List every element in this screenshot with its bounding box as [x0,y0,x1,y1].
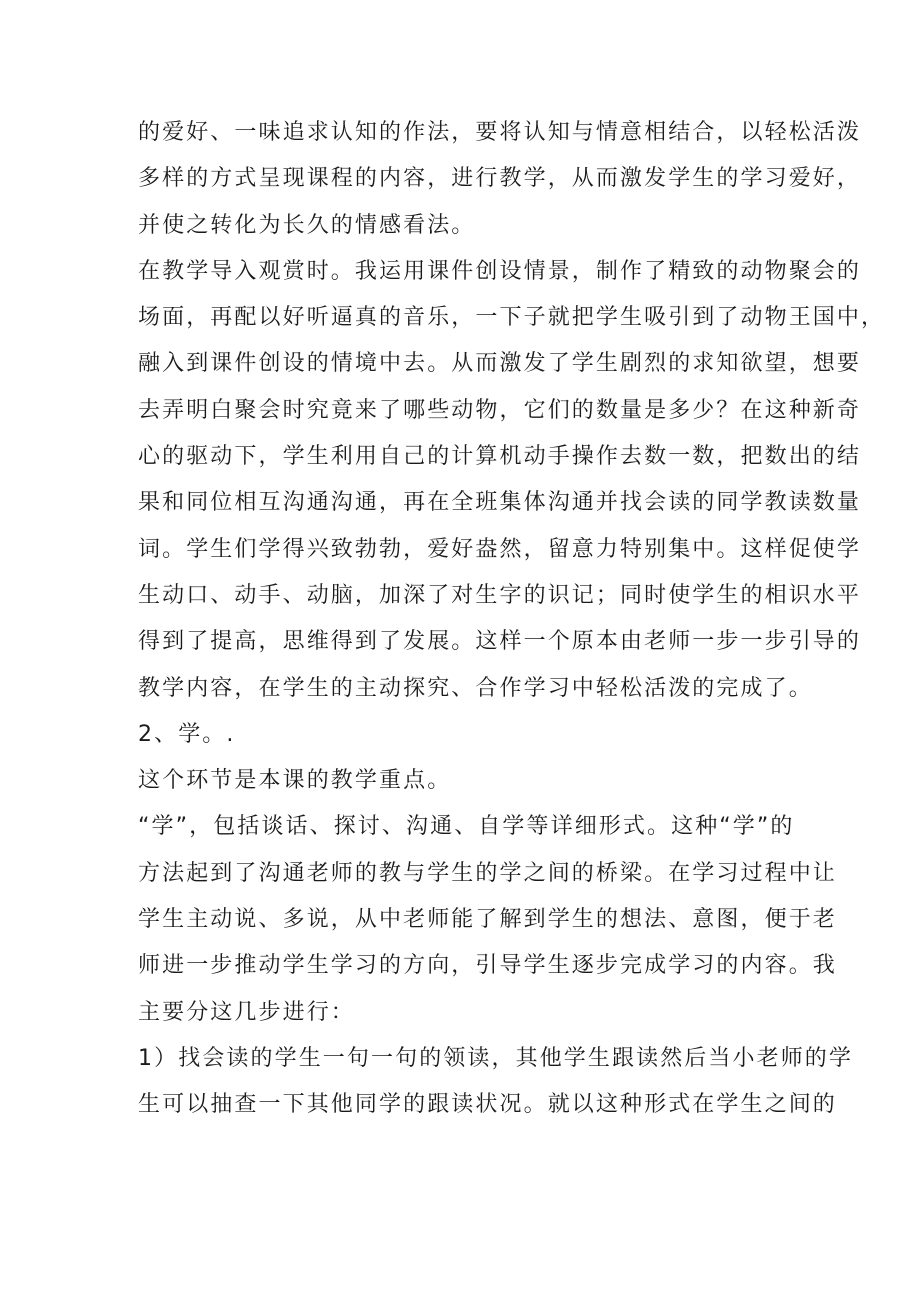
text-line: 去弄明白聚会时究竟来了哪些动物，它们的数量是多少？在这种新奇 [138,397,862,423]
text-line: “学”，包括谈话、探讨、沟通、自学等详细形式。这种“学”的 [138,814,795,840]
text-line: 多样的方式呈现课程的内容，进行教学，从而激发学生的学习爱好， [138,166,862,192]
text-line: 融入到课件创设的情境中去。从而激发了学生剧烈的求知欲望，想要 [138,351,862,377]
text-line: 教学内容，在学生的主动探究、合作学习中轻松活泼的完成了。 [138,675,813,701]
text-line: 师进一步推动学生学习的方向，引导学生逐步完成学习的内容。我 [138,953,837,979]
text-line: 词。学生们学得兴致勃勃，爱好盎然，留意力特别集中。这样促使学 [138,536,862,562]
text-line: 果和同位相互沟通沟通，再在全班集体沟通并找会读的同学教读数量 [138,490,862,516]
text-line: 学生主动说、多说，从中老师能了解到学生的想法、意图，便于老 [138,907,837,933]
text-line: 这个环节是本课的教学重点。 [138,768,452,794]
text-line: 生可以抽查一下其他同学的跟读状况。就以这种形式在学生之间的 [138,1092,837,1118]
text-line: 并使之转化为长久的情感看法。 [138,212,476,238]
text-line: 生动口、动手、动脑，加深了对生字的识记；同时使学生的相识水平 [138,582,862,608]
text-line: 心的驱动下，学生利用自己的计算机动手操作去数一数，把数出的结 [138,444,862,470]
text-line: 场面，再配以好听逼真的音乐，一下子就把学生吸引到了动物王国中， [138,305,886,331]
text-line: 得到了提高，思维得到了发展。这样一个原本由老师一步一步引导的 [138,629,862,655]
text-line: 主要分这几步进行： [138,999,355,1025]
section-heading: 2、学。. [138,721,236,747]
document-body [138,110,886,1129]
text-line: 方法起到了沟通老师的教与学生的学之间的桥梁。在学习过程中让 [138,860,837,886]
list-item-text: 1）找会读的学生一句一句的领读，其他学生跟读然后当小老师的学 [138,1045,853,1071]
text-line: 在教学导入观赏时。我运用课件创设情景，制作了精致的动物聚会的 [138,258,862,284]
text-line: 的爱好、一味追求认知的作法，要将认知与情意相结合，以轻松活泼 [138,120,862,145]
